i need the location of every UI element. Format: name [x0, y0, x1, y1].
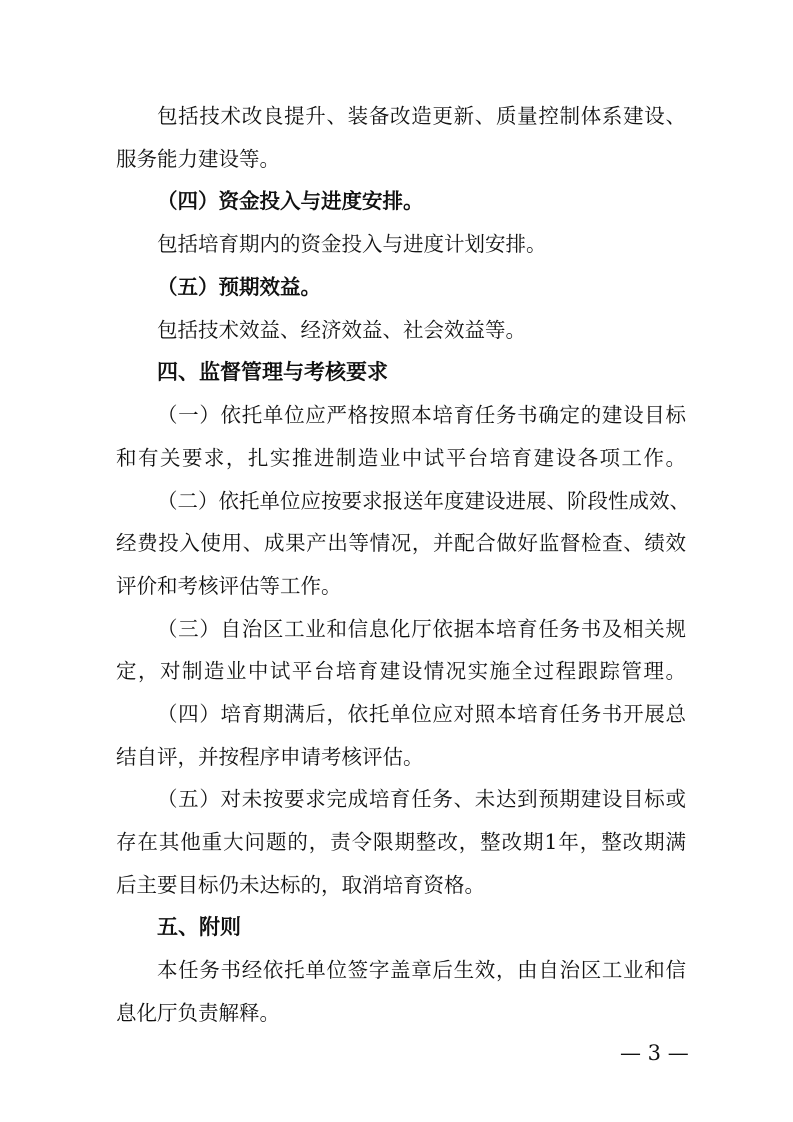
section-heading-supervision: 四、监督管理与考核要求	[157, 360, 388, 384]
sub-heading-benefits: （五）预期效益。	[157, 275, 321, 299]
paragraph-line: 和有关要求，扎实推进制造业中试平台培育建设各项工作。	[116, 446, 686, 470]
paragraph-line: （五）对未按要求完成培育任务、未达到预期建设目标或	[157, 787, 686, 811]
paragraph-line: 包括技术改良提升、装备改造更新、质量控制体系建设、	[157, 104, 686, 128]
paragraph-line: 评价和考核评估等工作。	[116, 574, 342, 598]
paragraph-line: 存在其他重大问题的，责令限期整改，整改期1年，整改期满	[116, 830, 686, 854]
paragraph-line: （二）依托单位应按要求报送年度建设进展、阶段性成效、	[157, 489, 690, 513]
paragraph-line: （一）依托单位应严格按照本培育任务书确定的建设目标	[157, 403, 686, 427]
paragraph-line: 服务能力建设等。	[116, 147, 280, 171]
paragraph-line: （四）培育期满后，依托单位应对照本培育任务书开展总	[157, 702, 686, 726]
page-number: — 3 —	[620, 1041, 689, 1065]
paragraph-line: 本任务书经依托单位签字盖章后生效，由自治区工业和信	[157, 958, 686, 982]
paragraph-line: 后主要目标仍未达标的，取消培育资格。	[116, 873, 485, 897]
paragraph-line: 结自评，并按程序申请考核评估。	[116, 745, 424, 769]
paragraph-line: 息化厅负责解释。	[116, 1001, 280, 1025]
paragraph-line: （三）自治区工业和信息化厅依据本培育任务书及相关规	[157, 617, 686, 641]
section-heading-supplementary: 五、附则	[157, 915, 241, 939]
paragraph-line: 经费投入使用、成果产出等情况，并配合做好监督检查、绩效	[116, 531, 686, 555]
paragraph-line: 包括培育期内的资金投入与进度计划安排。	[157, 232, 547, 256]
paragraph-line: 定，对制造业中试平台培育建设情况实施全过程跟踪管理。	[116, 659, 686, 683]
paragraph-line: 包括技术效益、经济效益、社会效益等。	[157, 318, 526, 342]
sub-heading-funding: （四）资金投入与进度安排。	[157, 189, 424, 213]
